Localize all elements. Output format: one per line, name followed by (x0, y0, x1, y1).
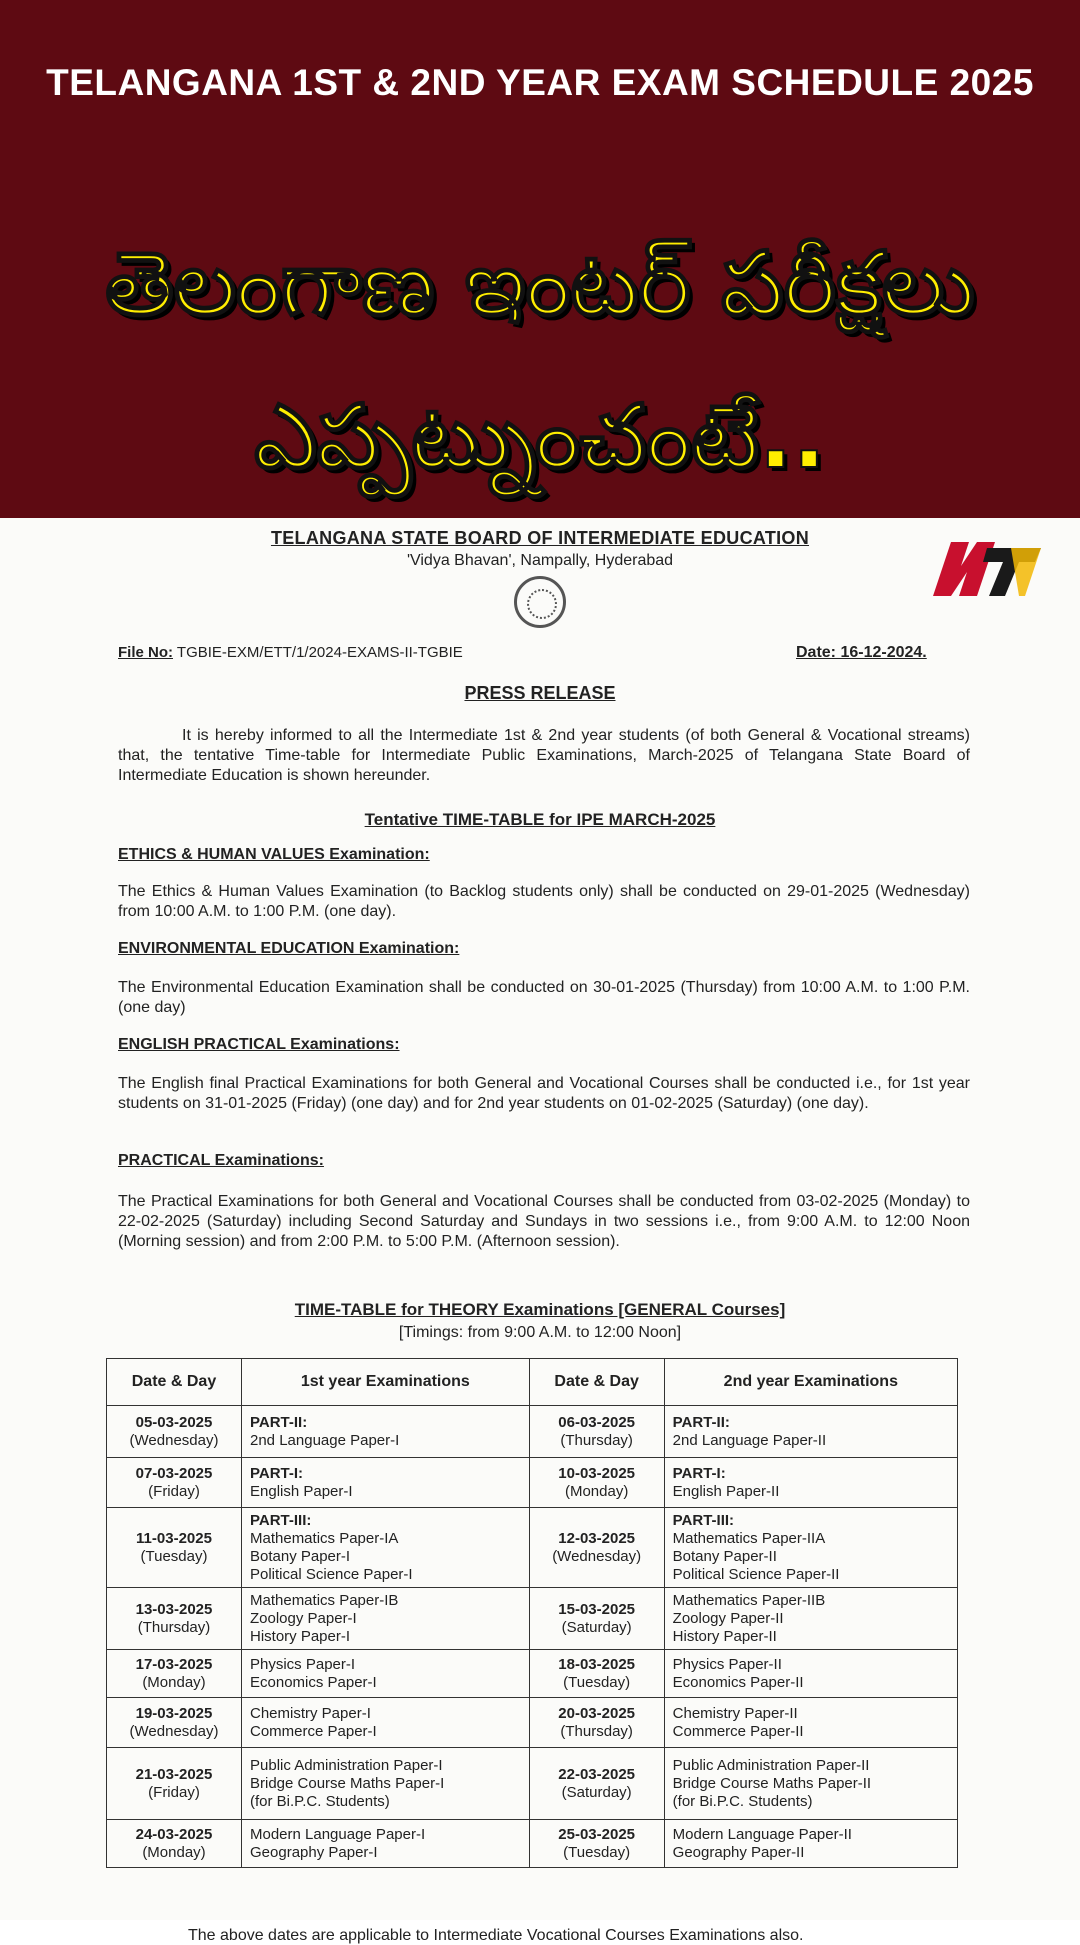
exam-subject: Mathematics Paper-IB (250, 1591, 399, 1609)
date-cell (529, 1820, 664, 1868)
exam-subject: (for Bi.P.C. Students) (672, 1792, 813, 1810)
press-release-document (0, 518, 1080, 1944)
exam-date: 07-03-2025 (135, 1464, 213, 1482)
exam-subject: Commerce Paper-II (672, 1722, 804, 1740)
table-row (107, 1748, 958, 1820)
exam-day: (Tuesday) (563, 1843, 631, 1861)
exam-day: (Friday) (148, 1783, 200, 1801)
exam-subject: Bridge Course Maths Paper-I (250, 1774, 445, 1792)
section-heading: PRACTICAL Examinations: (118, 1152, 324, 1169)
date-cell (529, 1650, 664, 1698)
date-cell (107, 1458, 242, 1508)
date-cell (529, 1508, 664, 1588)
exam-part: PART-III: (250, 1511, 312, 1529)
exam-cell (664, 1406, 957, 1458)
exam-cell (664, 1508, 957, 1588)
date-cell (107, 1406, 242, 1458)
table-row (107, 1820, 958, 1868)
exam-day: (Monday) (564, 1482, 629, 1500)
date-cell (107, 1820, 242, 1868)
section-heading: ENGLISH PRACTICAL Examinations: (118, 1036, 400, 1053)
col-header: 1st year Examinations (242, 1359, 530, 1406)
exam-date: 20-03-2025 (558, 1704, 636, 1722)
exam-cell (664, 1820, 957, 1868)
board-address: 'Vidya Bhavan', Nampally, Hyderabad (406, 552, 674, 569)
exam-subject: Physics Paper-I (250, 1655, 356, 1673)
exam-subject: Political Science Paper-I (250, 1565, 413, 1583)
footnote: The above dates are applicable to Intermediate Vocational Courses Examinations also. (188, 1927, 804, 1944)
section-heading: ENVIRONMENTAL EDUCATION Examination: (118, 940, 460, 957)
board-name: TELANGANA STATE BOARD OF INTERMEDIATE EDUCATION (270, 528, 810, 548)
table-row (107, 1508, 958, 1588)
exam-day: (Wednesday) (129, 1722, 219, 1740)
date-cell (529, 1748, 664, 1820)
section-text: The Environmental Education Examination shall be conducted on 30-01-2025 (Thursday) from 10:00 A.M. to 1:00 P.M. (one day) (118, 979, 970, 1016)
exam-date: 15-03-2025 (558, 1600, 636, 1618)
exam-date: 05-03-2025 (135, 1413, 213, 1431)
date-cell (529, 1588, 664, 1650)
section-heading: ETHICS & HUMAN VALUES Examination: (118, 846, 430, 863)
exam-day: (Saturday) (561, 1783, 632, 1801)
exam-cell (242, 1588, 530, 1650)
date-cell (529, 1698, 664, 1748)
intro-paragraph: It is hereby informed to all the Intermediate 1st & 2nd year students (of both General & Vocational streams) that, the tentative Time-table for Intermediate Public Examinations, March-2025 of Telangana State Board of Intermediate Education is shown hereunder. (118, 727, 970, 784)
section-text: The English final Practical Examinations for both General and Vocational Courses shall be conducted i.e., for 1st year students on 31-01-2025 (Friday) (one day) and for 2nd year students on 01-02-2025 (Saturday) (one day). (118, 1075, 970, 1112)
exam-day: (Thursday) (137, 1618, 211, 1636)
col-header: Date & Day (529, 1359, 664, 1406)
exam-subject: 2nd Language Paper-II (672, 1431, 827, 1449)
file-number: File No: TGBIE-EXM/ETT/1/2024-EXAMS-II-TGBIE (118, 644, 463, 661)
exam-part: PART-III: (672, 1511, 735, 1529)
exam-day: (Wednesday) (129, 1431, 219, 1449)
banner-telugu-line1: తెలంగాణ ఇంటర్ పరీక్షలు (105, 232, 975, 335)
date-cell (529, 1406, 664, 1458)
exam-cell (242, 1650, 530, 1698)
exam-part: PART-I: (250, 1464, 304, 1482)
exam-date: 10-03-2025 (558, 1464, 636, 1482)
ntv-logo-icon (925, 534, 1045, 604)
exam-subject: Zoology Paper-II (672, 1609, 784, 1627)
section-text: The Practical Examinations for both General and Vocational Courses shall be conducted from 03-02-2025 (Monday) to 22-02-2025 (Saturday) including Second Saturday and Sundays in two sessions i.e., from 9:00 A.M. to 12:00 Noon (Morning session) and from 2:00 P.M. to 5:00 P.M. (Afternoon session). (118, 1193, 970, 1250)
press-release-title: PRESS RELEASE (464, 683, 616, 703)
exam-cell (664, 1748, 957, 1820)
exam-subject: English Paper-II (672, 1482, 780, 1500)
exam-subject: History Paper-I (250, 1627, 351, 1645)
exam-cell (664, 1458, 957, 1508)
exam-date: 22-03-2025 (558, 1765, 636, 1783)
date-cell (107, 1508, 242, 1588)
exam-subject: Bridge Course Maths Paper-II (672, 1774, 872, 1792)
header-banner (0, 0, 1080, 518)
theory-timings: [Timings: from 9:00 A.M. to 12:00 Noon] (398, 1324, 682, 1341)
exam-subject: Mathematics Paper-IA (250, 1529, 399, 1547)
exam-date: 25-03-2025 (558, 1825, 636, 1843)
exam-cell (242, 1698, 530, 1748)
theory-timetable (106, 1358, 958, 1868)
tentative-title: Tentative TIME-TABLE for IPE MARCH-2025 (364, 810, 716, 829)
exam-subject: Botany Paper-I (250, 1547, 351, 1565)
exam-subject: English Paper-I (250, 1482, 353, 1500)
exam-subject: (for Bi.P.C. Students) (250, 1792, 390, 1810)
exam-subject: Mathematics Paper-IIA (672, 1529, 826, 1547)
col-header: 2nd year Examinations (664, 1359, 957, 1406)
exam-subject: Chemistry Paper-I (250, 1704, 371, 1722)
exam-subject: Geography Paper-II (672, 1843, 805, 1861)
exam-cell (242, 1406, 530, 1458)
exam-subject: Economics Paper-I (250, 1673, 377, 1691)
exam-date: 19-03-2025 (135, 1704, 213, 1722)
exam-subject: Modern Language Paper-II (672, 1825, 852, 1843)
table-row (107, 1698, 958, 1748)
exam-part: PART-II: (250, 1413, 308, 1431)
exam-day: (Tuesday) (140, 1547, 208, 1565)
exam-day: (Wednesday) (552, 1547, 642, 1565)
exam-cell (242, 1820, 530, 1868)
date-cell (107, 1748, 242, 1820)
exam-day: (Thursday) (560, 1722, 633, 1740)
date-cell (529, 1458, 664, 1508)
exam-date: 11-03-2025 (136, 1529, 212, 1547)
exam-cell (664, 1650, 957, 1698)
exam-date: 21-03-2025 (135, 1765, 213, 1783)
exam-date: 06-03-2025 (558, 1413, 636, 1431)
exam-date: 24-03-2025 (135, 1825, 213, 1843)
table-row (107, 1458, 958, 1508)
document-date: Date: 16-12-2024. (796, 644, 927, 661)
exam-cell (664, 1698, 957, 1748)
table-row (107, 1406, 958, 1458)
exam-subject: Public Administration Paper-II (672, 1756, 870, 1774)
exam-day: (Saturday) (561, 1618, 632, 1636)
exam-day: (Friday) (148, 1482, 200, 1500)
exam-subject: Political Science Paper-II (672, 1565, 840, 1583)
table-row (107, 1650, 958, 1698)
theory-title: TIME-TABLE for THEORY Examinations [GENERAL Courses] (294, 1300, 786, 1319)
exam-date: 18-03-2025 (558, 1655, 636, 1673)
exam-subject: Physics Paper-II (672, 1655, 782, 1673)
banner-title: TELANGANA 1ST & 2ND YEAR EXAM SCHEDULE 2025 (46, 62, 1034, 103)
table-header-row (107, 1359, 958, 1406)
exam-cell (242, 1508, 530, 1588)
exam-day: (Monday) (142, 1673, 206, 1691)
exam-subject: History Paper-II (672, 1627, 777, 1645)
exam-subject: Zoology Paper-I (250, 1609, 357, 1627)
exam-day: (Thursday) (560, 1431, 633, 1449)
exam-date: 12-03-2025 (558, 1529, 636, 1547)
date-cell (107, 1588, 242, 1650)
exam-subject: Mathematics Paper-IIB (672, 1591, 826, 1609)
table-row (107, 1588, 958, 1650)
exam-date: 17-03-2025 (135, 1655, 213, 1673)
board-seal-icon (514, 576, 566, 628)
exam-subject: Economics Paper-II (672, 1673, 804, 1691)
exam-subject: Public Administration Paper-I (250, 1756, 443, 1774)
section-text: The Ethics & Human Values Examination (to Backlog students only) shall be conducted on 29-01-2025 (Wednesday) from 10:00 A.M. to 1:00 P.M. (one day). (118, 883, 970, 920)
exam-subject: Chemistry Paper-II (672, 1704, 798, 1722)
exam-cell (242, 1748, 530, 1820)
exam-subject: Commerce Paper-I (250, 1722, 377, 1740)
exam-subject: Modern Language Paper-I (250, 1825, 426, 1843)
exam-subject: 2nd Language Paper-I (250, 1431, 400, 1449)
exam-subject: Botany Paper-II (672, 1547, 777, 1565)
col-header: Date & Day (107, 1359, 242, 1406)
exam-subject: Geography Paper-I (250, 1843, 378, 1861)
date-cell (107, 1650, 242, 1698)
banner-telugu-line2: ఎప్పట్నుంచంటే.. (254, 385, 826, 488)
ntv-logo-text: NTV (985, 603, 987, 604)
exam-day: (Monday) (142, 1843, 206, 1861)
date-cell (107, 1698, 242, 1748)
exam-cell (664, 1588, 957, 1650)
exam-part: PART-I: (672, 1464, 726, 1482)
exam-day: (Tuesday) (563, 1673, 631, 1691)
exam-date: 13-03-2025 (135, 1600, 213, 1618)
exam-part: PART-II: (672, 1413, 730, 1431)
exam-cell (242, 1458, 530, 1508)
